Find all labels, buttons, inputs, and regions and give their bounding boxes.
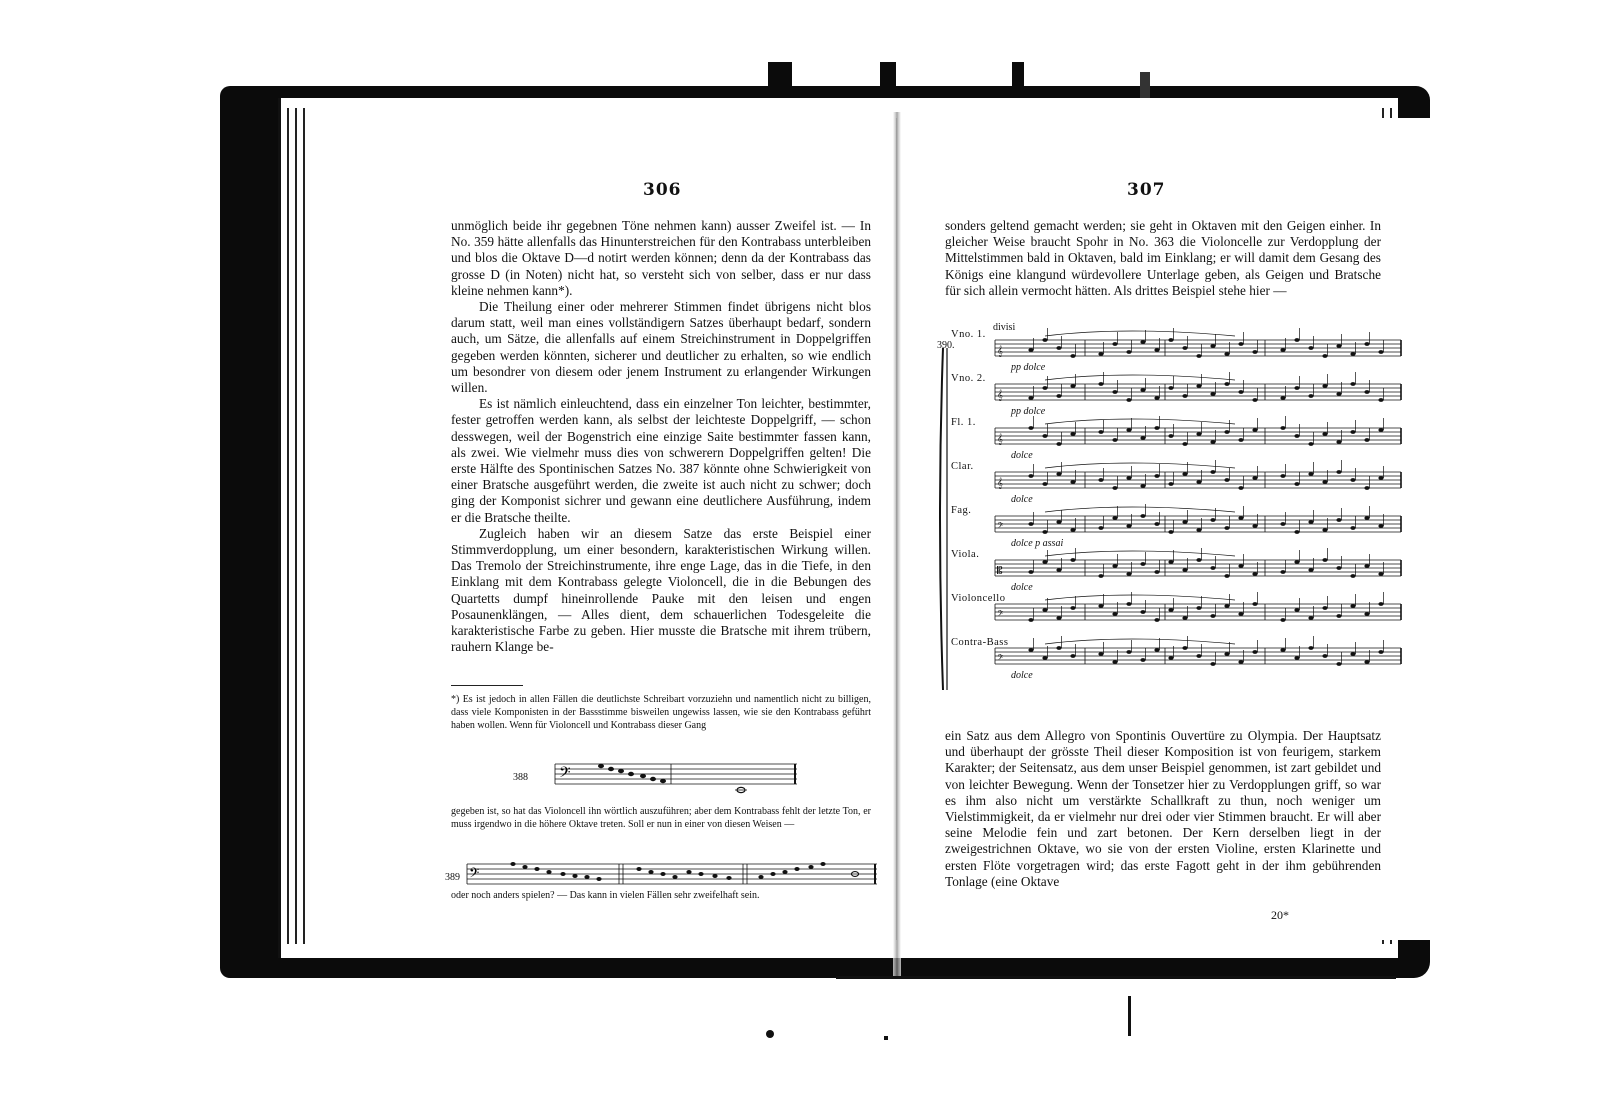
note-head (1350, 652, 1355, 656)
note-head (1378, 524, 1383, 528)
note-head (1350, 430, 1355, 434)
paragraph: Es ist nämlich einleuchtend, dass ein einzelner Ton leichter, bestimmter, fester getroffen werden kann, als selbst der leichteste Doppelgriff, — schon desswegen, weil der Bogenstrich eine einzige Saite bestimmter fassen kann, als zwei. Wie vielmehr muss dies von schwerern Doppelgriffen gelten! Die erste Hälfte des Spontinischen Satzes No. 387 könnte ohne Schwierigkeit von einer Bratsche ausgeführt werden, die zweite ist auch nicht zu schwer; doch ging der Komponist sichrer und gewann eine deutlichere Ausführung, indem er die Bratsche theilte. (451, 396, 871, 525)
note-head (1182, 568, 1187, 572)
note-head (1322, 558, 1327, 562)
instrument-name: Clar. (951, 461, 974, 472)
instrument-name: Fl. 1. (951, 417, 976, 428)
note-head (1070, 606, 1075, 610)
note-head (1364, 342, 1369, 346)
note-head (1252, 428, 1257, 432)
slur (1045, 331, 1235, 336)
note-head (1210, 470, 1215, 474)
page-edge (287, 108, 289, 944)
note-head (1140, 388, 1145, 392)
note-head (1252, 350, 1257, 354)
note-head (1056, 442, 1061, 446)
note-head (1308, 568, 1313, 572)
note-head (1308, 646, 1313, 650)
note-head (1042, 482, 1047, 486)
note-head (1308, 346, 1313, 350)
note-head (1126, 524, 1131, 528)
note-head (1056, 346, 1061, 350)
note-head (1098, 430, 1103, 434)
note-head (1336, 518, 1341, 522)
note-head (1350, 604, 1355, 608)
note-head (1336, 440, 1341, 444)
paragraph: sonders geltend gemacht werden; sie geht in Oktaven mit den Geigen einher. In gleicher Weise braucht Spohr in No. 363 die Violoncelle zur Verdopplung der Mittelstimmen bald in Oktaven, bald im Einklang; er will damit dem Gesang des Königs eine klangund würdevollere Unterlage geben, als Geigen und Bratsche für sich allein vermocht hätten. Als drittes Beispiel stehe hier — (945, 218, 1381, 298)
note-head (1042, 656, 1047, 660)
note-head (1322, 354, 1327, 358)
note-head (1154, 570, 1159, 574)
slur (1045, 595, 1235, 600)
slur (1045, 551, 1235, 556)
note-head (1224, 652, 1229, 656)
note-head (1322, 528, 1327, 532)
note-head (1056, 394, 1061, 398)
note-head (1042, 386, 1047, 390)
note-head (1224, 352, 1229, 356)
note-head (1042, 434, 1047, 438)
note-head (1112, 516, 1117, 520)
note-head (1070, 432, 1075, 436)
note-head (1028, 570, 1033, 574)
note-head (1280, 570, 1285, 574)
note-head (1238, 438, 1243, 442)
scan-artifact (884, 1036, 888, 1040)
note-head (1210, 566, 1215, 570)
note-head (1126, 572, 1131, 576)
note-head (1112, 564, 1117, 568)
note-head (1280, 426, 1285, 430)
note-head (1210, 614, 1215, 618)
note-head (1168, 608, 1173, 612)
note-head (1196, 654, 1201, 658)
note-head (1126, 602, 1131, 606)
system-brace (940, 348, 943, 690)
note-head (1126, 428, 1131, 432)
example-number: 390. (937, 340, 955, 351)
note-head (1350, 478, 1355, 482)
paragraph: unmöglich beide ihr gegebnen Töne nehmen kann) ausser Zweifel ist. — In No. 359 hätte allenfalls das Hinunterstreichen für den Kontrabass unterbleiben und blos die Oktave D—d notirt werden können; denn da der Kontrabass das grosse D (in Noten) nicht hat, so versteht sich von selber, dass er nur dass kleine nehmen kann*). (451, 218, 871, 298)
note-head (1294, 338, 1299, 342)
note-head (1350, 526, 1355, 530)
note-head (1168, 530, 1173, 534)
note-head (1378, 650, 1383, 654)
note-head (1308, 616, 1313, 620)
page-edge (303, 108, 305, 944)
note-head (1308, 442, 1313, 446)
note-head (1028, 648, 1033, 652)
dynamic-marking: dolce p assai (1011, 538, 1064, 549)
note-head (1028, 426, 1033, 430)
note-head (1154, 348, 1159, 352)
instrument-name: Violoncello (951, 593, 1006, 604)
note-head (1154, 396, 1159, 400)
note-head (1210, 662, 1215, 666)
slur (1045, 463, 1235, 468)
note-head (1070, 480, 1075, 484)
scan-artifact (1128, 996, 1131, 1036)
note-head (1364, 564, 1369, 568)
note-head (1364, 516, 1369, 520)
note-head (1336, 392, 1341, 396)
note-head (1182, 394, 1187, 398)
instrument-name: Vno. 2. (951, 373, 986, 384)
note-head (1126, 476, 1131, 480)
note-head (1378, 398, 1383, 402)
dynamic-marking: pp dolce (1011, 362, 1046, 373)
note-head (1252, 476, 1257, 480)
note-head (1252, 650, 1257, 654)
note-head (1210, 392, 1215, 396)
page-edge (295, 108, 297, 944)
note-head (1252, 602, 1257, 606)
note-head (1238, 516, 1243, 520)
note-head (1042, 608, 1047, 612)
dynamic-marking: dolce (1011, 450, 1033, 461)
note-head (1028, 348, 1033, 352)
note-head (1154, 474, 1159, 478)
treble-clef-icon: 𝄞 (997, 346, 1003, 357)
note-head (1280, 618, 1285, 622)
note-head (1308, 520, 1313, 524)
note-head (1182, 520, 1187, 524)
book-spread (220, 86, 1430, 978)
instrument-name: Vno. 1. (951, 329, 986, 340)
footnote-rule (451, 685, 523, 686)
note-head (1182, 472, 1187, 476)
note-head (1378, 428, 1383, 432)
note-head (1294, 386, 1299, 390)
treble-clef-icon: 𝄞 (997, 434, 1003, 445)
note-head (1168, 482, 1173, 486)
note-head (1350, 382, 1355, 386)
note-head (1028, 474, 1033, 478)
note-head (1210, 344, 1215, 348)
note-head (1378, 572, 1383, 576)
note-head (1196, 558, 1201, 562)
bass-clef-icon: 𝄢 (559, 764, 571, 785)
note-head (1112, 660, 1117, 664)
note-head (1294, 434, 1299, 438)
page-number: 307 (1127, 180, 1166, 200)
slur (1045, 639, 1235, 644)
note-head (1238, 486, 1243, 490)
note-head (1350, 352, 1355, 356)
note-head (1112, 342, 1117, 346)
dynamic-marking: dolce (1011, 582, 1033, 593)
scan-artifact (766, 1030, 774, 1038)
note-head (1196, 384, 1201, 388)
footnote-text: oder noch anders spielen? — Das kann in vielen Fällen sehr zweifelhaft sein. (451, 890, 760, 901)
note-head (1224, 430, 1229, 434)
note-head (1182, 346, 1187, 350)
note-head (1112, 438, 1117, 442)
gutter (893, 112, 901, 976)
footnote-text: gegeben ist, so hat das Violoncell ihn wörtlich auszuführen; aber dem Kontrabass fehlt der letzte Ton, er muss irgendwo in die höhere Oktave treten. Soll er nun in einer von diesen Weisen — (451, 806, 871, 830)
note-head (1070, 558, 1075, 562)
note-head (1042, 338, 1047, 342)
note-head (1224, 574, 1229, 578)
note-head (1112, 390, 1117, 394)
note-head (1140, 562, 1145, 566)
note-head (1224, 478, 1229, 482)
note-head (1364, 612, 1369, 616)
note-head (1168, 656, 1173, 660)
note-head (1238, 390, 1243, 394)
note-head (1364, 486, 1369, 490)
instrument-name: Contra-Bass (951, 637, 1009, 648)
note-head (1126, 398, 1131, 402)
body-text (451, 218, 871, 655)
note-head (1098, 352, 1103, 356)
note-head (1280, 522, 1285, 526)
scan-edge (836, 976, 1396, 979)
note-head (1042, 530, 1047, 534)
note-head (1028, 522, 1033, 526)
note-head (1308, 394, 1313, 398)
right-page (899, 118, 1441, 940)
page-block (278, 98, 1398, 958)
note-head (1238, 612, 1243, 616)
note-head (1294, 560, 1299, 564)
note-head (1112, 612, 1117, 616)
note-head (1252, 572, 1257, 576)
note-head (1336, 344, 1341, 348)
note-head (1294, 656, 1299, 660)
note-head (1350, 574, 1355, 578)
note-head (1070, 528, 1075, 532)
note-head (1098, 652, 1103, 656)
note-head (1042, 560, 1047, 564)
note-head (1168, 338, 1173, 342)
note-head (1168, 386, 1173, 390)
instrument-name: Viola. (951, 549, 980, 560)
note-head (1154, 648, 1159, 652)
note-head (1280, 474, 1285, 478)
treble-clef-icon: 𝄞 (997, 478, 1003, 489)
note-head (1196, 432, 1201, 436)
note-head (1070, 354, 1075, 358)
note-head (1126, 350, 1131, 354)
note-head (1070, 384, 1075, 388)
note-head (1378, 476, 1383, 480)
note-head (1322, 606, 1327, 610)
signature-mark: 20* (1271, 908, 1289, 922)
slur (1045, 507, 1235, 512)
bass-clef-icon: 𝄢 (469, 865, 480, 884)
note-head (1196, 528, 1201, 532)
note-head (1322, 432, 1327, 436)
paragraph: Die Theilung einer oder mehrerer Stimmen findet übrigens nicht blos darum statt, weil man eines vollständigern Satzes überhaupt bedarf, sondern auch, um Sätze, die allenfalls auf einem Streichinstrument in Doppelgriffen gegeben werden könnten, sicherer und deutlicher zu erhalten, so wie endlich um besondrer von diesem oder jenem Instrument zu erlangender Wirkungen willen. (451, 299, 871, 396)
note-head (1056, 568, 1061, 572)
note-head (1070, 654, 1075, 658)
note-head (1056, 472, 1061, 476)
note-head (1378, 602, 1383, 606)
page-number: 306 (643, 180, 682, 200)
note-head (1336, 614, 1341, 618)
note-head (1056, 646, 1061, 650)
note-head (1210, 440, 1215, 444)
note-head (1294, 530, 1299, 534)
example-number: 388 (513, 772, 528, 783)
note-head (1196, 606, 1201, 610)
music-example-388 (511, 750, 811, 798)
note-head (1056, 616, 1061, 620)
bass-clef-icon: 𝄢 (997, 522, 1004, 533)
note-head (1364, 390, 1369, 394)
note-head (1224, 382, 1229, 386)
note-head (1364, 660, 1369, 664)
note-head (1322, 384, 1327, 388)
note-head (1308, 472, 1313, 476)
note-head (1140, 658, 1145, 662)
note-head (1182, 646, 1187, 650)
music-example-389 (443, 856, 881, 892)
note-head (1378, 350, 1383, 354)
note-head (1238, 660, 1243, 664)
note-head (1098, 478, 1103, 482)
slur (1045, 419, 1235, 424)
note-head (1154, 618, 1159, 622)
note-head (1196, 354, 1201, 358)
note-head (1196, 480, 1201, 484)
treble-clef-icon: 𝄞 (997, 390, 1003, 401)
note-head (1182, 616, 1187, 620)
bass-clef-icon: 𝄢 (997, 654, 1004, 665)
note-head (1028, 396, 1033, 400)
note-head (1140, 436, 1145, 440)
note-head (1154, 426, 1159, 430)
dynamic-marking: dolce (1011, 670, 1033, 681)
note-head (1098, 382, 1103, 386)
note-head (1182, 442, 1187, 446)
left-page (381, 118, 897, 940)
instrument-name: Fag. (951, 505, 972, 516)
note-head (1238, 342, 1243, 346)
slur (1045, 375, 1235, 380)
note-head (1322, 654, 1327, 658)
note-head (1252, 524, 1257, 528)
note-head (1280, 348, 1285, 352)
dynamic-marking: dolce (1011, 494, 1033, 505)
note-head (1098, 604, 1103, 608)
note-head (1140, 484, 1145, 488)
note-head (1140, 514, 1145, 518)
note-head (1098, 574, 1103, 578)
note-head (1224, 526, 1229, 530)
alto-clef-icon: 𝄡 (997, 566, 1003, 577)
note-head (1126, 650, 1131, 654)
note-head (1294, 482, 1299, 486)
note-head (1322, 480, 1327, 484)
note-head (1140, 610, 1145, 614)
note-head (1112, 486, 1117, 490)
note-head (1056, 520, 1061, 524)
bass-clef-icon: 𝄢 (997, 610, 1004, 621)
note-head (1224, 604, 1229, 608)
note-head (1168, 560, 1173, 564)
note-head (1238, 564, 1243, 568)
divisi-marking: divisi (993, 322, 1016, 333)
note-head (1252, 398, 1257, 402)
body-text (945, 218, 1381, 299)
paragraph: Zugleich haben wir an diesem Satze das erste Beispiel einer Stimmverdopplung, um einer besondern, karakteristischen Wirkung willen. Das Tremolo der Streichinstrumente, ihre enge Lage, das in die Tiefe, in den Einklang mit dem Kontrabass gelegte Violoncell, die in die Bebungen des Quartetts dumpf hineinrollende Pauke mit den leisen und engen Posaunenklängen, — Alles dient, dem schauerlichen Todesgeleite die karakteristische Farbe zu geben. Hier musste die Bratsche mit ihrem trübern, rauhern Klange be- (451, 525, 871, 655)
note-head (1210, 518, 1215, 522)
note-head (1168, 434, 1173, 438)
note-head (1294, 608, 1299, 612)
orchestral-score-390 (935, 318, 1405, 718)
note-head (1280, 648, 1285, 652)
note-head (1140, 340, 1145, 344)
note-head (1336, 662, 1341, 666)
dynamic-marking: pp dolce (1011, 406, 1046, 417)
note-head (1098, 526, 1103, 530)
note-head (1336, 566, 1341, 570)
note-head (1280, 396, 1285, 400)
note-head (1336, 470, 1341, 474)
note-head (1154, 522, 1159, 526)
footnote-text: *) Es ist jedoch in allen Fällen die deutlichste Schreibart vorzuziehn und namentlich nicht zu billigen, dass viele Komponisten in der Bassstimme bisweilen ungewiss lassen, wie sie den Kontrabass geführt haben wollen. Wenn für Violoncell und Kontrabass dieser Gang (451, 694, 871, 731)
example-number: 389 (445, 872, 460, 883)
note-head (1364, 438, 1369, 442)
body-text-lower: ein Satz aus dem Allegro von Spontinis Ouvertüre zu Olympia. Der Hauptsatz und überhaupt der grösste Theil dieser Komposition ist von feurigem, starkem Karakter; der Seitensatz, aus dem unser Beispiel genommen, ist zart gebildet und von leichter Bewegung. Wenn der Tonsetzer hier zu Verdopplungen griff, so war es ihm also nicht um verstärkte Schallkraft zu thun, noch weniger um Vielstimmigkeit, da er vielmehr nur drei oder vier Stimmen braucht. Er will aber seine Melodie fein und zart betonen. Der Kern derselben liegt in der zweigestrichnen Oktave, wo sie von der ersten Violine, ersten Klarinette und ersten Flöte vorgetragen wird; das erste Fagott geht in der ihm gebührenden Tonlage (eine Oktave (945, 728, 1381, 889)
note-head (1028, 618, 1033, 622)
